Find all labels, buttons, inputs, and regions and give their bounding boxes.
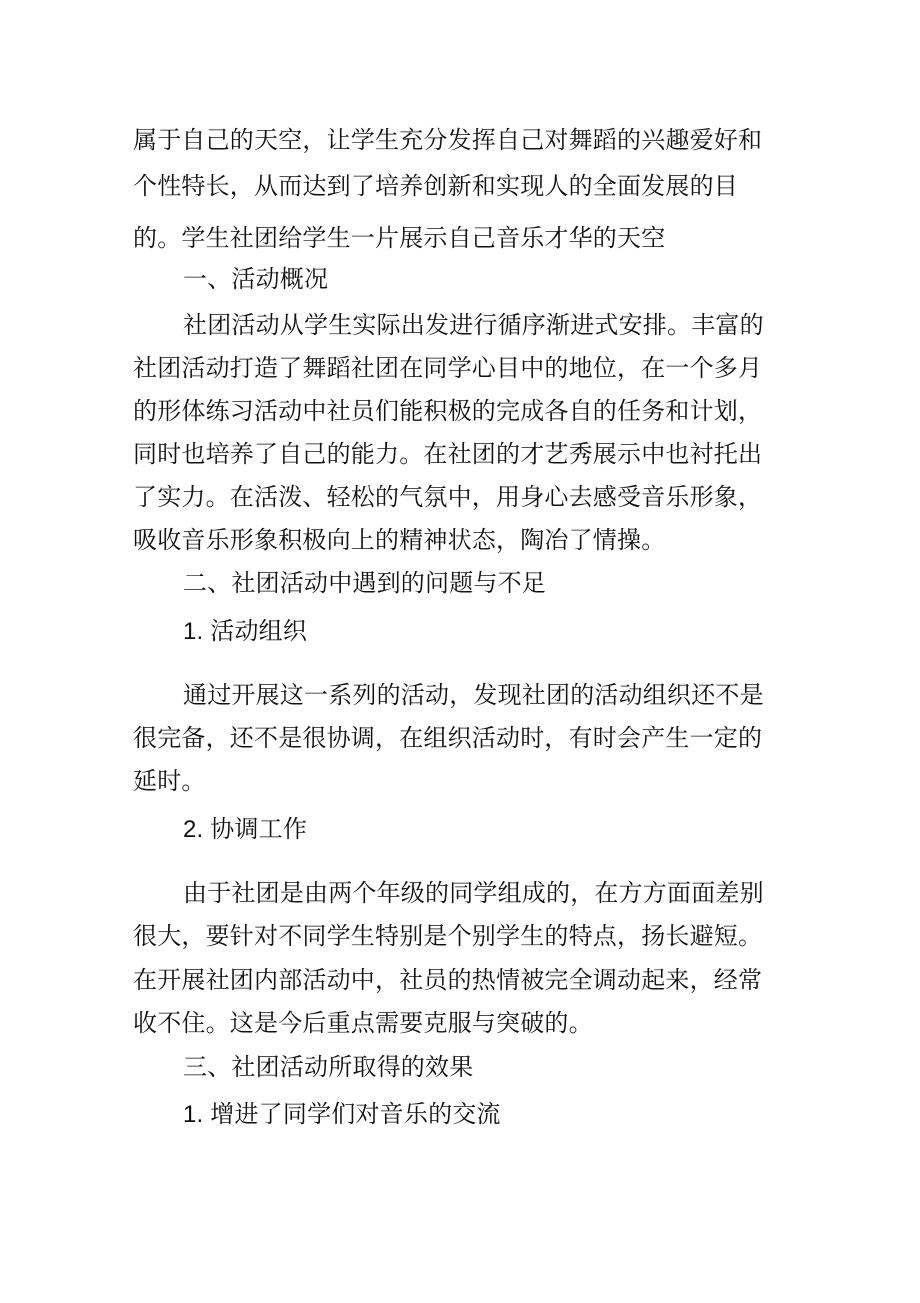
body-text-line: 很完备，还不是很协调，在组织活动时，有时会产生一定的 <box>133 724 763 752</box>
body-text-line: 个性特长，从而达到了培养创新和实现人的全面发展的目 <box>133 172 738 200</box>
subsection-heading: 1. 增进了同学们对音乐的交流 <box>183 1101 501 1128</box>
subsection-heading: 1. 活动组织 <box>183 618 308 645</box>
section-heading-2: 二、社团活动中遇到的问题与不足 <box>183 569 546 597</box>
subsection-heading: 2. 协调工作 <box>183 816 308 843</box>
section-heading-1: 一、活动概况 <box>183 265 329 293</box>
body-text-line: 由于社团是由两个年级的同学组成的，在方方面面差别 <box>183 879 764 907</box>
body-text-line: 延时。 <box>133 767 206 795</box>
body-text-line: 社团活动从学生实际出发进行循序渐进式安排。丰富的 <box>183 311 764 339</box>
body-text-line: 吸收音乐形象积极向上的精神状态，陶冶了情操。 <box>133 526 666 554</box>
body-text-line: 的。学生社团给学生一片展示自己音乐才华的天空 <box>133 224 666 252</box>
body-text-line: 了实力。在活泼、轻松的气氛中，用身心去感受音乐形象， <box>133 483 763 511</box>
body-text-line: 收不住。这是今后重点需要克服与突破的。 <box>133 1009 593 1037</box>
body-text-line: 属于自己的天空，让学生充分发挥自己对舞蹈的兴趣爱好和 <box>133 126 763 154</box>
body-text-line: 在开展社团内部活动中，社员的热情被完全调动起来，经常 <box>133 966 763 994</box>
body-text-line: 同时也培养了自己的能力。在社团的才艺秀展示中也衬托出 <box>133 440 763 468</box>
body-text-line: 社团活动打造了舞蹈社团在同学心目中的地位，在一个多月 <box>133 354 763 382</box>
body-text-line: 通过开展这一系列的活动，发现社团的活动组织还不是 <box>183 681 764 709</box>
section-heading-3: 三、社团活动所取得的效果 <box>183 1053 474 1081</box>
body-text-line: 的形体练习活动中社员们能积极的完成各自的任务和计划， <box>133 397 763 425</box>
body-text-line: 很大，要针对不同学生特别是个别学生的特点，扬长避短。 <box>133 922 763 950</box>
